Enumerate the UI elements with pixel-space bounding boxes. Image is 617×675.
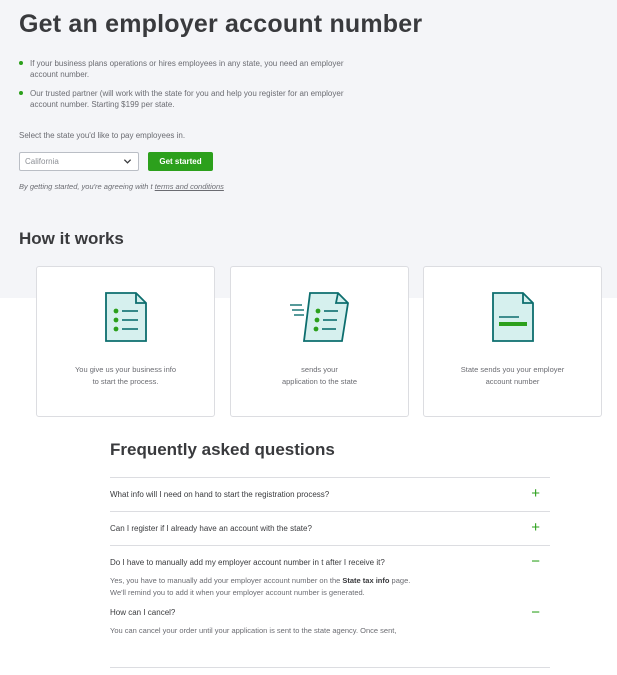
state-select-label: Select the state you'd like to pay employees in. xyxy=(19,131,186,140)
collapse-minus-icon[interactable]: − xyxy=(531,553,540,570)
card-description xyxy=(243,364,396,388)
card-text-line: application to the state xyxy=(281,377,358,386)
state-dropdown[interactable] xyxy=(19,152,139,171)
terms-link[interactable]: terms and conditions xyxy=(154,182,224,191)
sending-document-icon xyxy=(288,291,352,343)
how-it-works-card xyxy=(230,266,409,417)
faq-item[interactable] xyxy=(110,477,550,511)
expand-plus-icon[interactable]: + xyxy=(531,485,540,502)
get-started-button[interactable]: Get started xyxy=(148,152,213,171)
faq-answer-line: We'll remind you to add it when your employer account number is generated. xyxy=(110,588,365,597)
checklist-document-icon xyxy=(102,291,150,343)
header-background xyxy=(0,0,617,298)
faq-answer-text: page. xyxy=(389,576,411,585)
faq-question[interactable]: Can I register if I already have an account with the state? xyxy=(110,524,312,533)
bullet-dot-icon xyxy=(19,91,23,95)
intro-bullet xyxy=(19,88,349,110)
faq-answer-text: Yes, you have to manually add your employer account number on the xyxy=(110,576,343,585)
how-it-works-title: How it works xyxy=(19,229,124,248)
faq-question[interactable]: What info will I need on hand to start the registration process? xyxy=(110,490,330,499)
state-tax-info-link: State tax info xyxy=(342,576,390,585)
faq-item[interactable] xyxy=(110,545,550,605)
state-dropdown-value: California xyxy=(25,157,59,166)
certificate-document-icon xyxy=(489,291,537,343)
card-text-line: sends your xyxy=(301,365,338,374)
card-text-line: You give us your business info xyxy=(74,365,177,374)
card-description xyxy=(49,364,202,388)
card-description xyxy=(436,364,589,388)
faq-title: Frequently asked questions xyxy=(110,440,335,459)
intro-bullet xyxy=(19,58,349,80)
faq-item[interactable] xyxy=(110,605,550,643)
faq-bottom-divider xyxy=(110,667,550,668)
faq-list xyxy=(110,477,550,643)
faq-item[interactable] xyxy=(110,511,550,545)
expand-plus-icon[interactable]: + xyxy=(531,519,540,536)
page-title: Get an employer account number xyxy=(19,10,423,38)
intro-bullet-text: If your business plans operations or hires employees in any state, you need an employer account number. xyxy=(30,59,344,79)
bullet-dot-icon xyxy=(19,61,23,65)
how-it-works-card xyxy=(36,266,215,417)
card-text-line: account number xyxy=(485,377,540,386)
chevron-down-icon xyxy=(123,157,132,166)
faq-answer: You can cancel your order until your application is sent to the state agency. Once sent, xyxy=(110,626,397,635)
intro-bullets xyxy=(19,58,349,118)
faq-answer xyxy=(110,575,550,605)
intro-bullet-text: Our trusted partner (will work with the state for you and help you register for an employer account number. Starting $199 per state. xyxy=(30,89,344,109)
card-text-line: State sends you your employer xyxy=(460,365,565,374)
faq-question[interactable]: How can I cancel? xyxy=(110,608,176,617)
faq-question[interactable]: Do I have to manually add my employer account number in t after I receive it? xyxy=(110,558,385,567)
collapse-minus-icon[interactable]: − xyxy=(531,604,540,621)
terms-notice xyxy=(19,182,224,191)
faq-answer-line xyxy=(110,575,550,587)
terms-notice-text: By getting started, you're agreeing with t xyxy=(19,182,153,191)
how-it-works-card xyxy=(423,266,602,417)
card-text-line: to start the process. xyxy=(92,377,159,386)
